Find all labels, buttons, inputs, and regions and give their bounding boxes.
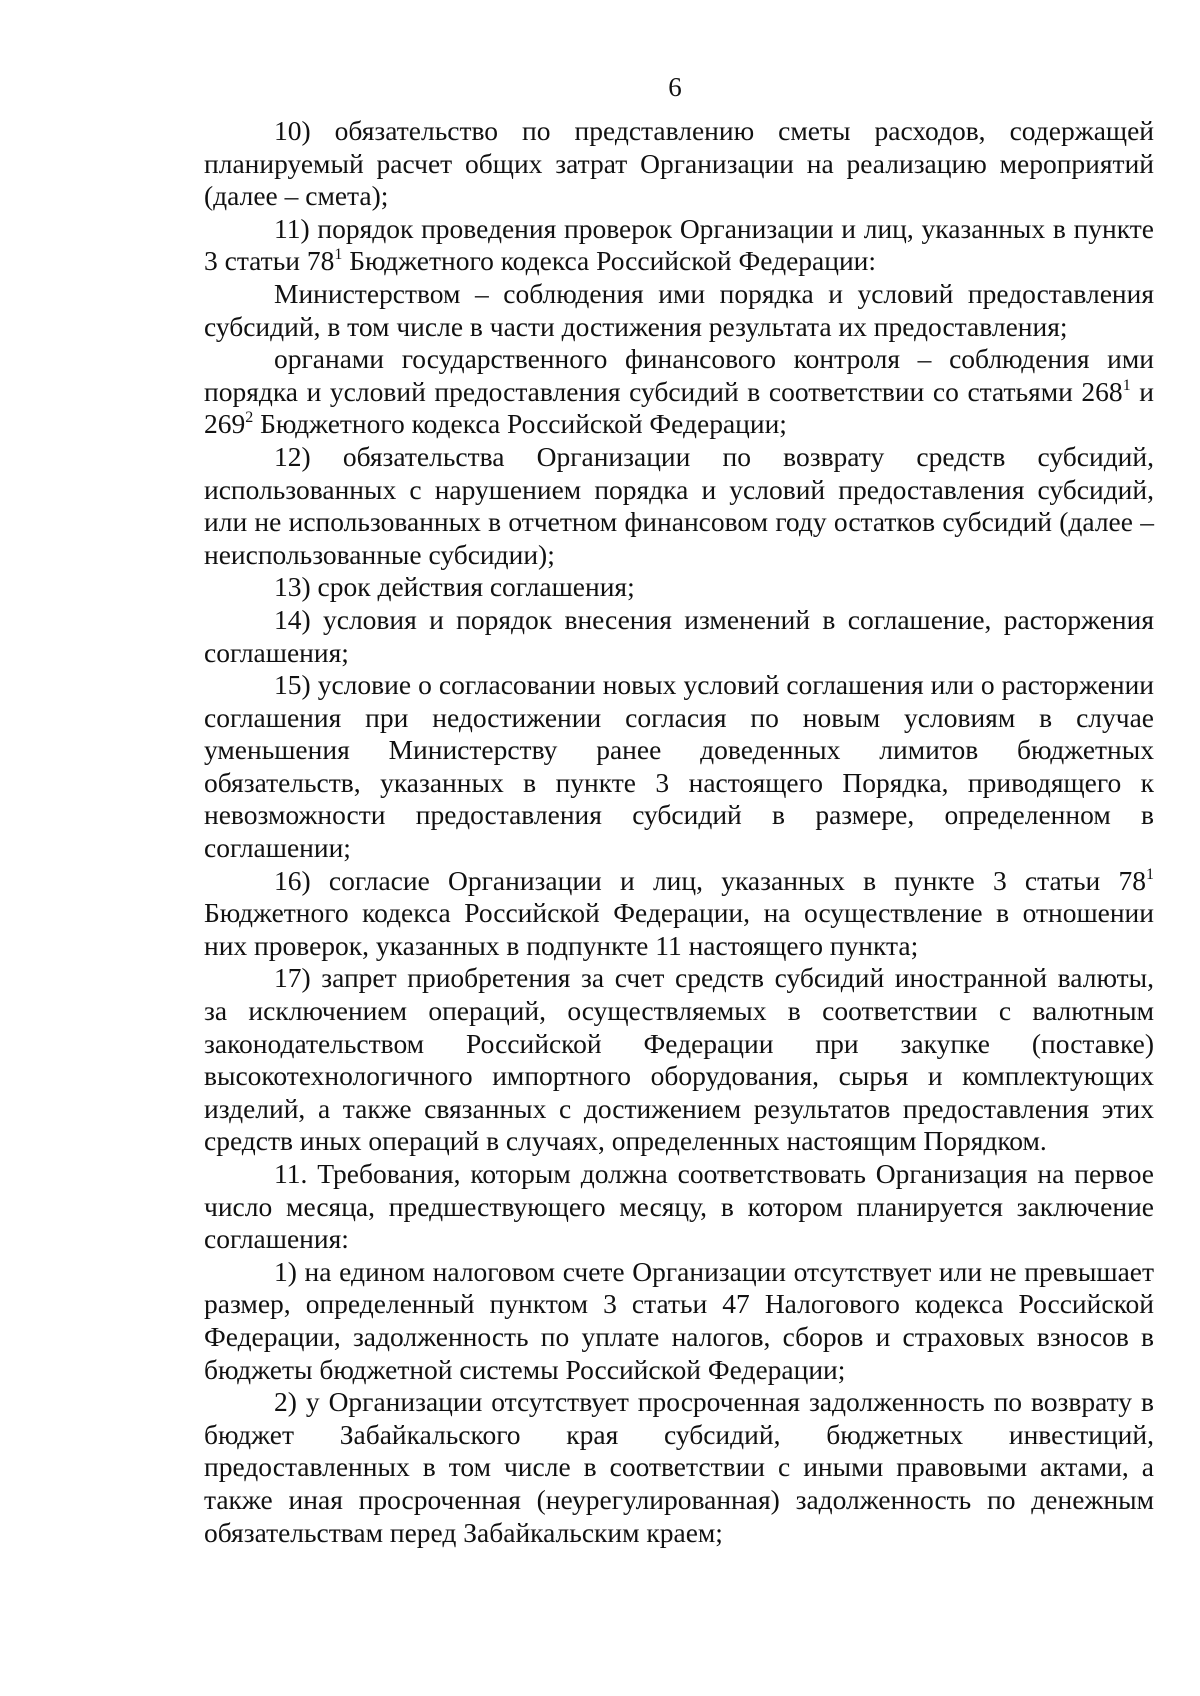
paragraph-text: 16) согласие Организации и лиц, указанных в пункте 3 статьи 78 xyxy=(274,864,1146,896)
paragraph-text: 11) порядок проведения проверок Организации и лиц, указанных в пункте 3 статьи 78 xyxy=(204,212,1154,277)
paragraph-control-bodies xyxy=(204,343,1154,441)
document-body xyxy=(204,115,1154,1549)
paragraph-section-11 xyxy=(204,1158,1154,1256)
paragraph-text: 13) срок действия соглашения; xyxy=(274,571,635,603)
paragraph-requirement-2 xyxy=(204,1386,1154,1549)
paragraph-ministry xyxy=(204,278,1154,343)
paragraph-text: 2) у Организации отсутствует просроченная задолженность по возврату в бюджет Забайкальского края субсидий, бюджетных инвестиций, предоставленных в том числе в соответствии с иными правовыми актами, а также иная просроченная (неурегулированная) задолженность по денежным обязательствам перед Забайкальским краем; xyxy=(204,1386,1154,1548)
paragraph-item-14 xyxy=(204,604,1154,669)
paragraph-text: 1) на едином налоговом счете Организации отсутствует или не превышает размер, определенный пунктом 3 статьи 47 Налогового кодекса Российской Федерации, задолженность по уплате налогов, сборов и страховых взносов в бюджеты бюджетной системы Российской Федерации; xyxy=(204,1255,1154,1385)
superscript: 2 xyxy=(245,409,254,427)
paragraph-text: 14) условия и порядок внесения изменений в соглашение, расторжения соглашения; xyxy=(204,603,1154,668)
superscript: 1 xyxy=(1122,376,1131,394)
paragraph-item-16 xyxy=(204,865,1154,963)
paragraph-text-tail: Бюджетного кодекса Российской Федерации: xyxy=(342,245,877,277)
paragraph-item-17 xyxy=(204,962,1154,1158)
paragraph-item-12 xyxy=(204,441,1154,571)
superscript: 1 xyxy=(1146,865,1154,883)
page-number: 6 xyxy=(668,72,682,102)
paragraph-text: Министерством – соблюдения ими порядка и условий предоставления субсидий, в том числе в части достижения результата их предоставления; xyxy=(204,277,1154,342)
paragraph-text: 17) запрет приобретения за счет средств субсидий иностранной валюты, за исключением операций, осуществляемых в соответствии с валютным законодательством Российской Федерации при закупке (поставке) высокотехнологичного импортного оборудования, сырья и комплектующих изделий, а также связанных с достижением результатов предоставления этих средств иных операций в случаях, определенных настоящим Порядком. xyxy=(204,962,1154,1157)
paragraph-text-tail: Бюджетного кодекса Российской Федерации, на осуществление в отношении них проверок, указанных в подпункте 11 настоящего пункта; xyxy=(204,897,1154,961)
paragraph-text-tail: Бюджетного кодекса Российской Федерации; xyxy=(253,408,787,440)
paragraph-requirement-1 xyxy=(204,1256,1154,1386)
paragraph-text: 10) обязательство по представлению сметы расходов, содержащей планируемый расчет общих затрат Организации на реализацию мероприятий (далее – смета); xyxy=(204,115,1154,212)
paragraph-text-tail: и 269 xyxy=(204,375,1155,440)
paragraph-item-11 xyxy=(204,213,1154,278)
paragraph-item-15 xyxy=(204,669,1154,865)
paragraph-item-10 xyxy=(204,115,1154,213)
superscript: 1 xyxy=(334,246,343,264)
paragraph-text: 15) условие о согласовании новых условий соглашения или о расторжении соглашения при недостижении согласия по новым условиям в случае уменьшения Министерству ранее доведенных лимитов бюджетных обязательств, указанных в пункте 3 настоящего Порядка, приводящего к невозможности предоставления субсидий в размере, определенном в соглашении; xyxy=(204,669,1154,864)
paragraph-text: органами государственного финансового контроля – соблюдения ими порядка и условий предоставления субсидий в соответствии со статьями 268 xyxy=(204,343,1154,407)
paragraph-text: 11. Требования, которым должна соответствовать Организация на первое число месяца, предшествующего месяцу, в котором планируется заключение соглашения: xyxy=(204,1158,1154,1255)
paragraph-item-13 xyxy=(204,571,1154,604)
paragraph-text: 12) обязательства Организации по возврату средств субсидий, использованных с нарушением порядка и условий предоставления субсидий, или не использованных в отчетном финансовом году остатков субсидий (далее – неиспользованные субсидии); xyxy=(204,440,1154,570)
